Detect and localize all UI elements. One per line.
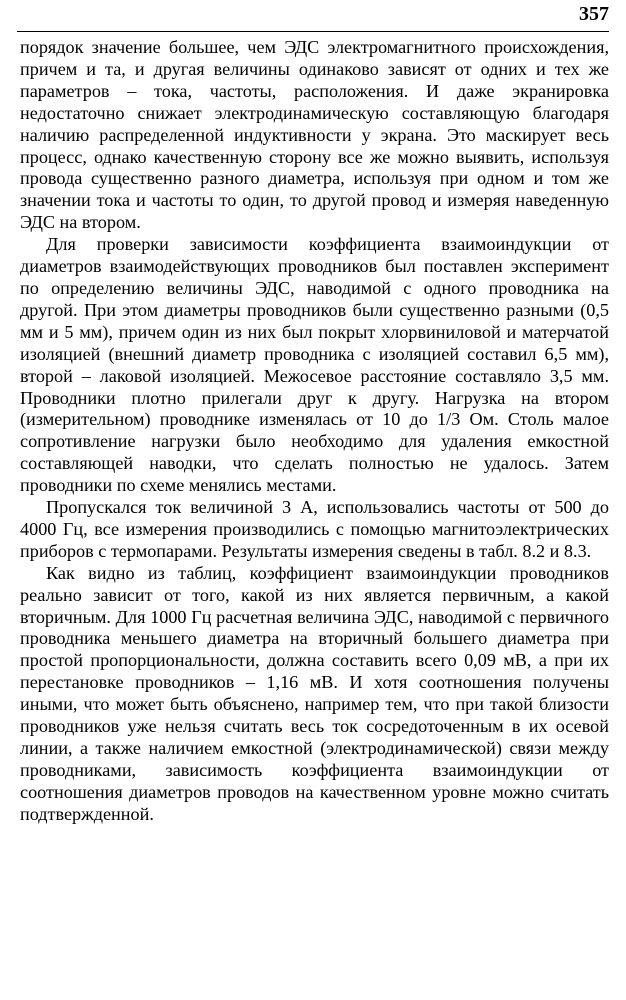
page-number: 357 [579, 3, 609, 25]
paragraph: Для проверки зависимости коэффициента взаимоиндукции от диаметров взаимодействующих проводников был поставлен эксперимент по определению величины ЭДС, наводимой с одного проводника на другой. При этом диаметры проводников были существенно разными (0,5 мм и 5 мм), причем один из них был покрыт хлорвиниловой и матерчатой изоляцией (внешний диаметр проводника с изоляцией составил 6,5 мм), второй – лаковой изоляцией. Межосевое расстояние составляло 3,5 мм. Проводники плотно прилегали друг к другу. Нагрузка на втором (измерительном) проводнике изменялась от 10 до 1/3 Ом. Столь малое сопротивление нагрузки было необходимо для удаления емкостной составляющей наводки, что сделать полностью не удалось. Затем проводники по схеме менялись местами. [20, 234, 609, 496]
text-body [20, 37, 609, 826]
paragraph: Как видно из таблиц, коэффициент взаимоиндукции проводников реально зависит от того, какой из них является первичным, а какой вторичным. Для 1000 Гц расчетная величина ЭДС, наводимой с первичного проводника меньшего диаметра на вторичный большего диаметра при простой пропорциональности, должна составить всего 0,09 мВ, а при их перестановке проводников – 1,16 мВ. И хотя соотношения получены иными, что может быть объяснено, например тем, что при такой близости проводников уже нельзя считать весь ток сосредоточенным в их осевой линии, а также наличием емкостной (электродинамической) связи между проводниками, зависимость коэффициента взаимоиндукции от соотношения диаметров проводов на качественном уровне можно считать подтвержденной. [20, 562, 609, 824]
paragraph: Пропускался ток величиной 3 А, использовались частоты от 500 до 4000 Гц, все измерения производились с помощью магнитоэлектрических приборов с термопарами. Результаты измерения сведены в табл. 8.2 и 8.3. [20, 497, 609, 561]
header-rule [17, 31, 609, 32]
paragraph: порядок значение большее, чем ЭДС электромагнитного происхождения, причем и та, и другая величины одинаково зависят от одних и тех же параметров – тока, частоты, расположения. И даже экранировка недостаточно снижает электродинамическую составляющую благодаря наличию распределенной индуктивности у экрана. Это маскирует весь процесс, однако качественную сторону все же можно выявить, используя провода существенно разного диаметра, используя при одном и том же значении тока и частоты то один, то другой провод и измеряя наведенную ЭДС на втором. [20, 37, 609, 233]
